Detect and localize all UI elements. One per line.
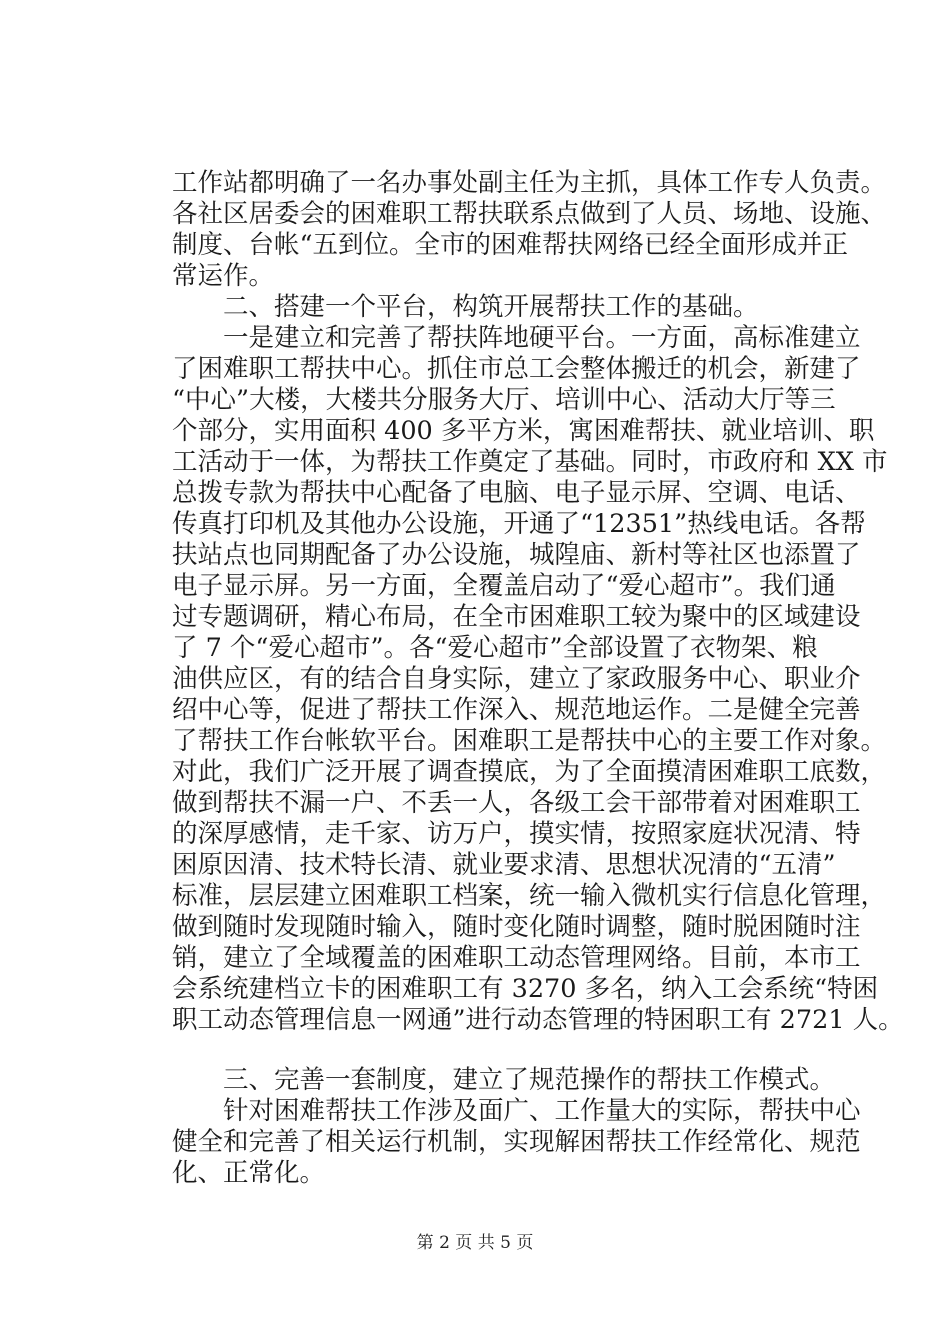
text-line: “中心”大楼，大楼共分服务大厅、培训中心、活动大厅等三: [172, 385, 836, 415]
text-line: 做到随时发现随时输入，随时变化随时调整，随时脱困随时注: [172, 912, 861, 942]
text-line: 一是建立和完善了帮扶阵地硬平台。一方面，高标准建立: [172, 323, 861, 353]
text-line: 常运作。: [172, 261, 275, 291]
text-line: 针对困难帮扶工作涉及面广、工作量大的实际，帮扶中心: [172, 1096, 861, 1126]
paragraph-gap: [172, 1036, 812, 1065]
text-line: 困原因清、技术特长清、就业要求清、思想状况清的“五清”: [172, 850, 836, 880]
text-line: 对此，我们广泛开展了调查摸底，为了全面摸清困难职工底数，: [172, 757, 887, 787]
text-line: 了困难职工帮扶中心。抓住市总工会整体搬迁的机会，新建了: [172, 354, 861, 384]
section-heading-2: 二、搭建一个平台，构筑开展帮扶工作的基础。: [172, 292, 759, 322]
text-line: 工作站都明确了一名办事处副主任为主抓，具体工作专人负责。: [172, 168, 887, 198]
text-line: 绍中心等，促进了帮扶工作深入、规范地运作。二是健全完善: [172, 695, 861, 725]
text-line: 制度、台帐“五到位。全市的困难帮扶网络已经全面形成并正: [172, 230, 849, 260]
text-line: 会系统建档立卡的困难职工有 3270 多名，纳入工会系统“特困: [172, 974, 879, 1004]
text-line: 过专题调研，精心布局，在全市困难职工较为聚中的区域建设: [172, 602, 861, 632]
document-body: [172, 168, 904, 1189]
page-footer: [0, 1232, 950, 1254]
text-line: 了帮扶工作台帐软平台。困难职工是帮扶中心的主要工作对象。: [172, 726, 887, 756]
page-number-label: 第 2 页 共 5 页: [416, 1233, 534, 1253]
text-line: 的深厚感情，走千家、访万户，摸实情，按照家庭状况清、特: [172, 819, 861, 849]
text-line: 工活动于一体，为帮扶工作奠定了基础。同时，市政府和 XX 市: [172, 447, 888, 477]
text-line: 标准，层层建立困难职工档案，统一输入微机实行信息化管理，: [172, 881, 887, 911]
text-line: 总拨专款为帮扶中心配备了电脑、电子显示屏、空调、电话、: [172, 478, 861, 508]
text-line: 健全和完善了相关运行机制，实现解困帮扶工作经常化、规范: [172, 1127, 861, 1157]
text-line: 传真打印机及其他办公设施，开通了“12351”热线电话。各帮: [172, 509, 866, 539]
text-line: 化、正常化。: [172, 1158, 326, 1188]
text-line: 扶站点也同期配备了办公设施，城隍庙、新村等社区也添置了: [172, 540, 861, 570]
text-line: 了 7 个“爱心超市”。各“爱心超市”全部设置了衣物架、粮: [172, 633, 818, 663]
text-line: 销，建立了全域覆盖的困难职工动态管理网络。目前，本市工: [172, 943, 861, 973]
text-line: 油供应区，有的结合自身实际，建立了家政服务中心、职业介: [172, 664, 861, 694]
section-heading-3: 三、完善一套制度，建立了规范操作的帮扶工作模式。: [172, 1065, 836, 1095]
text-line: 个部分，实用面积 400 多平方米，寓困难帮扶、就业培训、职: [172, 416, 875, 446]
text-line: 电子显示屏。另一方面，全覆盖启动了“爱心超市”。我们通: [172, 571, 836, 601]
text-line: 职工动态管理信息一网通”进行动态管理的特困职工有 2721 人。: [172, 1005, 904, 1035]
text-line: 做到帮扶不漏一户、不丢一人，各级工会干部带着对困难职工: [172, 788, 861, 818]
text-line: 各社区居委会的困难职工帮扶联系点做到了人员、场地、设施、: [172, 199, 887, 229]
